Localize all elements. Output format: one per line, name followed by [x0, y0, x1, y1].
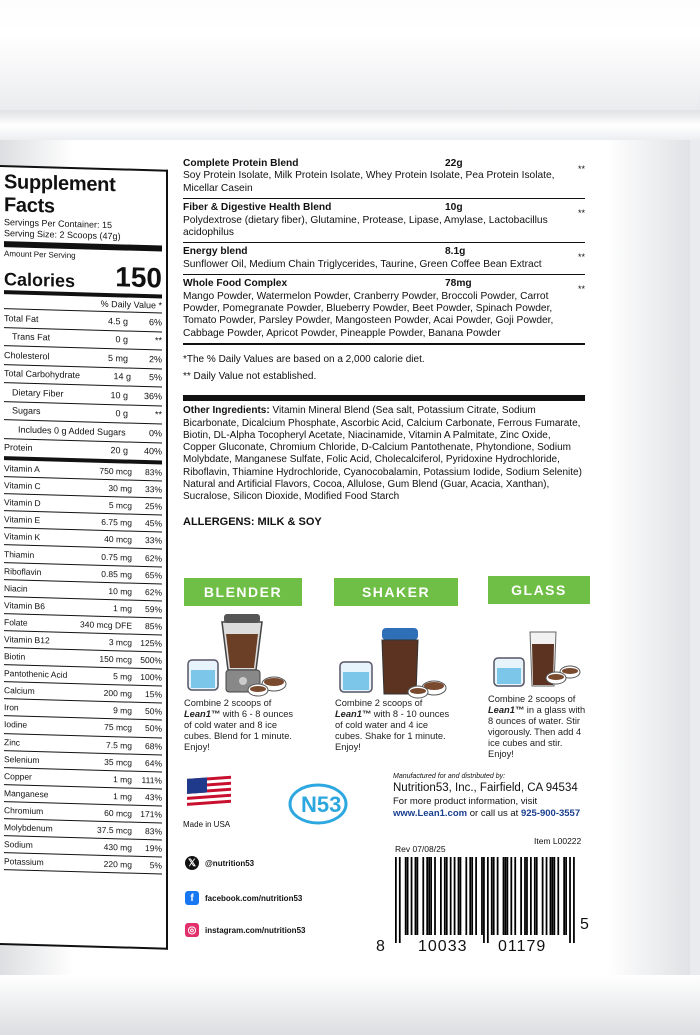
vitamin-name: Vitamin A	[4, 463, 40, 475]
barcode-digits-2: 10033	[418, 938, 468, 955]
barcode-bar	[497, 857, 499, 935]
barcode-bar	[491, 857, 493, 935]
prep-label-blender: BLENDER	[184, 578, 302, 606]
blend-amount: 22g	[445, 158, 463, 169]
prep-brand-glass: Lean1™	[488, 705, 525, 715]
barcode-bar	[444, 857, 446, 935]
vitamin-dv: 83%	[144, 467, 162, 478]
vitamin-dv: 19%	[144, 843, 162, 854]
vitamin-name: Vitamin D	[4, 497, 41, 509]
vitamin-dv: 62%	[144, 552, 162, 564]
social-instagram-handle: instagram.com/nutrition53	[205, 925, 306, 935]
upc-barcode	[395, 857, 575, 943]
nutrient-amount: 20 g	[110, 445, 128, 456]
instagram-icon: ◎	[185, 923, 199, 937]
blend-title: Fiber & Digestive Health Blend	[183, 202, 332, 214]
nutrient-amount: 4.5 g	[107, 315, 128, 327]
barcode-digits-3: 01179	[498, 938, 547, 955]
barcode-bar	[487, 857, 489, 943]
barcode-bar	[395, 857, 397, 943]
barcode-bar	[440, 857, 442, 935]
social-x[interactable]	[185, 856, 254, 870]
us-flag-icon	[185, 773, 233, 813]
social-facebook[interactable]	[185, 891, 302, 905]
amount-per-serving: Amount Per Serving	[4, 249, 76, 261]
barcode-bar	[415, 857, 417, 935]
n53-logo	[285, 778, 355, 826]
barcode-bar	[563, 857, 565, 935]
prep-text-blender	[184, 698, 302, 753]
manufacturer-block	[393, 773, 593, 820]
barcode-digit-1: 8	[376, 938, 386, 955]
vitamin-amount: 750 mcg	[99, 465, 132, 477]
vitamin-amount: 150 mcg	[99, 653, 132, 665]
barcode-bar	[493, 857, 495, 935]
barcode-bar	[514, 857, 516, 935]
prep-text-shaker-a: Combine 2 scoops of	[335, 698, 423, 708]
vitamin-amount: 430 mg	[103, 842, 132, 853]
nutrient-amount: 14 g	[113, 371, 132, 382]
blend-amount: 10g	[445, 202, 463, 214]
nutrient-dv: 5%	[148, 372, 162, 383]
blend-amount: 8.1g	[445, 246, 466, 258]
prep-text-glass-a: Combine 2 scoops of	[488, 694, 576, 704]
barcode-bar	[542, 857, 544, 935]
vitamin-dv: 59%	[144, 603, 162, 615]
vitamin-dv: 500%	[140, 654, 162, 666]
blend-amount: 78mg	[445, 278, 472, 290]
vitamin-name: Iron	[4, 702, 19, 713]
supplement-facts-panel	[0, 165, 168, 950]
other-ingredients-label: Other Ingredients:	[183, 405, 270, 417]
vitamin-name: Sodium	[4, 839, 33, 851]
barcode-bar	[428, 857, 430, 935]
nutrient-amount	[126, 432, 149, 433]
vitamin-name: Copper	[4, 770, 32, 782]
vitamin-dv: 50%	[144, 706, 162, 717]
calories-value: 150	[115, 261, 162, 294]
vitamin-amount: 60 mcg	[104, 807, 132, 819]
blend-star: **	[577, 284, 585, 295]
vitamin-dv: 5%	[149, 860, 162, 871]
vitamin-name: Selenium	[4, 753, 40, 765]
vitamin-dv: 33%	[144, 484, 162, 495]
vitamin-name: Chromium	[4, 805, 44, 817]
blend-title: Whole Food Complex	[183, 278, 288, 290]
revision-date: Rev 07/08/25	[395, 844, 446, 854]
vitamin-dv: 171%	[140, 808, 162, 820]
barcode-bar	[422, 857, 424, 935]
dv-note: *The % Daily Values are based on a 2,000 calorie diet.	[183, 354, 425, 366]
vitamin-name: Riboflavin	[4, 565, 42, 577]
blend-block	[183, 275, 585, 345]
vitamin-name: Niacin	[4, 582, 28, 594]
divider-bar	[183, 395, 585, 401]
prep-text-glass	[488, 694, 590, 760]
blend-text: Mango Powder, Watermelon Powder, Cranberry Powder, Broccoli Powder, Carrot Powder, Pomegranate Powder, Blueberry Powder, Beet Powder, Spinach Powder, Tomato Powder, Parsley Powder, Mangosteen Powder, Acai Powder, Goji Powder, Cabbage Powder, Apricot Powder, Pineapple Powder, Banana Powder	[183, 290, 554, 339]
supplement-facts-title: Supplement Facts	[4, 171, 116, 218]
vitamin-amount: 35 mcg	[104, 756, 132, 768]
shaker-illustration	[338, 626, 458, 698]
barcode-bar	[552, 857, 554, 935]
other-ingredients	[183, 405, 585, 503]
vitamin-amount: 1 mg	[113, 602, 132, 614]
nutrient-dv: 40%	[143, 446, 162, 457]
social-x-handle: @nutrition53	[205, 858, 255, 868]
serving-info	[4, 217, 162, 251]
blend-block	[183, 243, 585, 275]
vitamin-dv: 33%	[144, 535, 162, 546]
barcode-bar	[399, 857, 401, 943]
barcode-bar	[450, 857, 452, 935]
blend-list	[183, 155, 585, 345]
nutrient-dv: 2%	[148, 353, 162, 365]
barcode-bar	[469, 857, 471, 935]
vitamin-amount: 0.75 mg	[101, 551, 132, 563]
prep-text-glass-b: in a glass with 8 ounces of water. Stir vigorously. Then add 4 ice cubes and stir. Enjoy!	[488, 705, 586, 759]
daily-value-header: % Daily Value *	[4, 294, 162, 313]
vitamin-dv: 68%	[144, 740, 162, 752]
blend-title: Energy blend	[183, 246, 248, 258]
prep-text-shaker-b: with 8 - 10 ounces of cold water and 4 ice cubes. Shake for 1 minute. Enjoy!	[335, 709, 450, 752]
nutrient-name: Dietary Fiber	[12, 387, 64, 399]
barcode-bar	[475, 857, 477, 935]
social-facebook-handle: facebook.com/nutrition53	[205, 893, 303, 903]
barcode-bar	[430, 857, 432, 935]
allergens: ALLERGENS: MILK & SOY	[183, 515, 322, 528]
website-link[interactable]: www.Lean1.com	[393, 808, 468, 819]
barcode-bar	[546, 857, 548, 935]
vitamin-amount: 3 mcg	[108, 637, 132, 648]
vitamin-name: Vitamin C	[4, 480, 41, 492]
blend-text: Polydextrose (dietary fiber), Glutamine, Protease, Lipase, Amylase, Lactobacillus acidophilus	[183, 214, 548, 239]
nutrient-dv: **	[154, 409, 162, 420]
barcode-bar	[471, 857, 473, 935]
nutrient-amount: 0 g	[115, 408, 128, 419]
vitamin-amount: 37.5 mcg	[97, 824, 132, 836]
barcode-digit-4: 5	[580, 916, 590, 933]
vitamin-dv: 85%	[144, 620, 162, 632]
serving-size: Serving Size: 2 Scoops (47g)	[4, 228, 121, 242]
vitamin-name: Manganese	[4, 787, 49, 800]
blend-star: **	[577, 252, 585, 263]
item-number: Item L00222	[534, 836, 582, 846]
vitamin-amount: 1 mg	[113, 790, 132, 802]
vitamin-amount: 7.5 mg	[106, 739, 132, 751]
barcode-bar	[565, 857, 567, 935]
blend-block	[183, 155, 585, 199]
vitamin-amount: 9 mg	[113, 705, 132, 717]
blend-title: Complete Protein Blend	[183, 158, 299, 169]
barcode-bar	[507, 857, 509, 935]
nutrient-name: Total Carbohydrate	[4, 368, 81, 381]
vitamin-name: Vitamin E	[4, 514, 41, 526]
vitamin-dv: 25%	[144, 501, 162, 512]
vitamin-name: Biotin	[4, 651, 26, 662]
barcode-bar	[483, 857, 485, 943]
vitamin-name: Vitamin B12	[4, 634, 50, 646]
mfg-info-a: For more product information, visit	[393, 796, 538, 807]
social-instagram[interactable]	[185, 923, 305, 937]
vitamin-amount: 1 mg	[113, 773, 132, 785]
dv-not-established: ** Daily Value not established.	[183, 371, 317, 383]
vitamin-name: Molybdenum	[4, 822, 53, 834]
barcode-bar	[557, 857, 559, 935]
vitamin-amount: 220 mg	[103, 859, 132, 870]
blend-text: Sunflower Oil, Medium Chain Triglycerides, Taurine, Green Coffee Bean Extract	[183, 258, 542, 270]
vitamin-amount: 40 mcg	[104, 534, 132, 546]
barcode-bar	[536, 857, 538, 935]
blend-block	[183, 199, 585, 243]
vitamin-dv: 50%	[144, 723, 162, 734]
n53-logo-text: N53	[301, 792, 342, 817]
vitamin-amount: 5 mg	[113, 671, 132, 682]
nutrient-amount: 10 g	[110, 389, 128, 401]
barcode-bar	[503, 857, 505, 935]
nutrient-name: Cholesterol	[4, 349, 50, 362]
nutrient-amount: 5 mg	[107, 352, 128, 364]
barcode-bar	[569, 857, 571, 943]
prep-text-blender-b: with 6 - 8 ounces of cold water and 8 ice cubes. Blend for 1 minute. Enjoy!	[184, 709, 294, 752]
vitamin-dv: 100%	[140, 672, 162, 683]
vitamin-amount: 6.75 mg	[101, 517, 132, 529]
calories-label: Calories	[4, 269, 76, 292]
nutrient-dv: 0%	[148, 427, 162, 439]
barcode-bar	[505, 857, 507, 935]
barcode-bar	[426, 857, 428, 935]
barcode-bar	[434, 857, 436, 935]
barcode-bar	[553, 857, 555, 935]
vitamin-name: Zinc	[4, 736, 21, 748]
nutrient-amount: 0 g	[115, 334, 128, 345]
barcode-bar	[405, 857, 407, 935]
vitamin-amount: 200 mg	[103, 688, 132, 699]
prep-brand-blender: Lean1™	[184, 709, 221, 719]
vitamin-name: Calcium	[4, 685, 35, 697]
vitamin-amount: 5 mcg	[108, 500, 132, 511]
prep-brand-shaker: Lean1™	[335, 709, 372, 719]
vitamin-amount: 0.85 mg	[101, 568, 132, 580]
vitamin-dv: 83%	[144, 826, 162, 837]
vitamin-row	[4, 853, 162, 875]
made-in-usa: Made in USA	[183, 820, 231, 829]
barcode-bar	[411, 857, 413, 935]
vitamin-name: Folate	[4, 617, 28, 628]
nutrient-dv: 6%	[148, 316, 162, 328]
barcode-bar	[446, 857, 448, 935]
vitamin-dv: 45%	[144, 518, 162, 529]
vitamin-dv: 15%	[144, 689, 162, 700]
barcode-bar	[526, 857, 528, 935]
x-icon: 𝕏	[185, 856, 199, 870]
nutrient-dv: **	[154, 335, 162, 346]
barcode-bar	[573, 857, 575, 943]
barcode-bar	[407, 857, 409, 935]
facebook-icon: f	[185, 891, 199, 905]
barcode-bar	[481, 857, 483, 935]
nutrient-dv: 36%	[143, 390, 162, 402]
blend-star: **	[577, 164, 585, 174]
nutrient-name: Includes 0 g Added Sugars	[18, 424, 126, 438]
barcode-bar	[458, 857, 460, 935]
nutrient-list	[4, 309, 162, 464]
vitamin-dv: 43%	[144, 791, 162, 803]
servings-per-container: Servings Per Container: 15	[4, 217, 113, 231]
barcode-bar	[454, 857, 456, 935]
vitamin-list	[4, 460, 162, 875]
prep-label-shaker: SHAKER	[334, 578, 458, 606]
vitamin-amount: 340 mcg DFE	[80, 619, 132, 631]
barcode-bar	[460, 857, 462, 935]
phone-link[interactable]: 925-900-3557	[520, 808, 581, 819]
blender-illustration	[186, 612, 296, 698]
barcode-bar	[465, 857, 467, 935]
barcode-bar	[524, 857, 526, 935]
nutrient-name: Trans Fat	[12, 331, 51, 343]
barcode-bar	[534, 857, 536, 935]
barcode-bar	[520, 857, 522, 935]
nutrient-name: Total Fat	[4, 312, 39, 324]
vitamin-dv: 62%	[144, 586, 162, 598]
nutrient-name: Sugars	[12, 405, 41, 417]
vitamin-dv: 125%	[140, 637, 162, 649]
jar-bottom	[0, 975, 700, 1035]
barcode-bar	[417, 857, 419, 935]
jar-ring	[0, 110, 700, 140]
vitamin-name: Vitamin B6	[4, 599, 45, 612]
blend-star: **	[577, 208, 585, 219]
vitamin-name: Potassium	[4, 856, 44, 868]
vitamin-name: Iodine	[4, 719, 28, 731]
vitamin-name: Pantothenic Acid	[4, 668, 68, 681]
prep-text-blender-a: Combine 2 scoops of	[184, 698, 272, 708]
vitamin-dv: 65%	[144, 569, 162, 581]
vitamin-amount: 30 mg	[108, 483, 132, 494]
barcode-bar	[530, 857, 532, 935]
prep-label-glass: GLASS	[488, 576, 590, 604]
vitamin-dv: 111%	[141, 774, 162, 786]
ingredients-panel	[183, 155, 585, 528]
nutrient-name: Protein	[4, 442, 33, 454]
vitamin-name: Vitamin K	[4, 531, 41, 543]
mfg-small: Manufactured for and distributed by:	[393, 773, 506, 780]
glass-illustration	[492, 628, 592, 690]
vitamin-amount: 10 mg	[108, 585, 132, 597]
footnotes	[183, 345, 585, 387]
mfg-company: Nutrition53, Inc., Fairfield, CA 94534	[393, 782, 578, 794]
barcode-bar	[510, 857, 512, 935]
barcode-bar	[550, 857, 552, 935]
other-ingredients-text: Vitamin Mineral Blend (Sea salt, Potassium Citrate, Sodium Bicarbonate, Dicalcium Phosphate, Ascorbic Acid, Calcium Carbonate, Ferrous Fumarate, Biotin, DL-Alpha Tocopheryl Acetate, Niacinamide, Vitamin A Palmitate, Zinc Oxide, Copper Gluconate, Chromium Chloride, D-Calcium Pantothenate, Phytondione, Sodium Molybdate, Manganese Sulfate, Folic Acid, Cholecalciferol, Pyridoxine Hydrochloride, Riboflavin, Thiamine Hydrochloride, Cyanocobalamin, Potassium Iodide, Sodium Selenite) Natural and Artificial Flavors, Cocoa, Allulose, Gum Blend (Guar, Acacia, Xanthan), Sucralose, Silicon Dioxide, Modified Food Starch	[183, 405, 582, 503]
vitamin-dv: 64%	[144, 757, 162, 769]
mfg-info	[393, 796, 593, 820]
prep-text-shaker	[335, 698, 455, 753]
calories-row	[4, 258, 162, 298]
vitamin-amount: 75 mcg	[104, 722, 132, 734]
blend-text: Soy Protein Isolate, Milk Protein Isolate, Whey Protein Isolate, Pea Protein Isolate, Micellar Casein	[183, 170, 555, 194]
mfg-info-b: or call us at	[467, 808, 521, 819]
vitamin-name: Thiamin	[4, 548, 35, 560]
